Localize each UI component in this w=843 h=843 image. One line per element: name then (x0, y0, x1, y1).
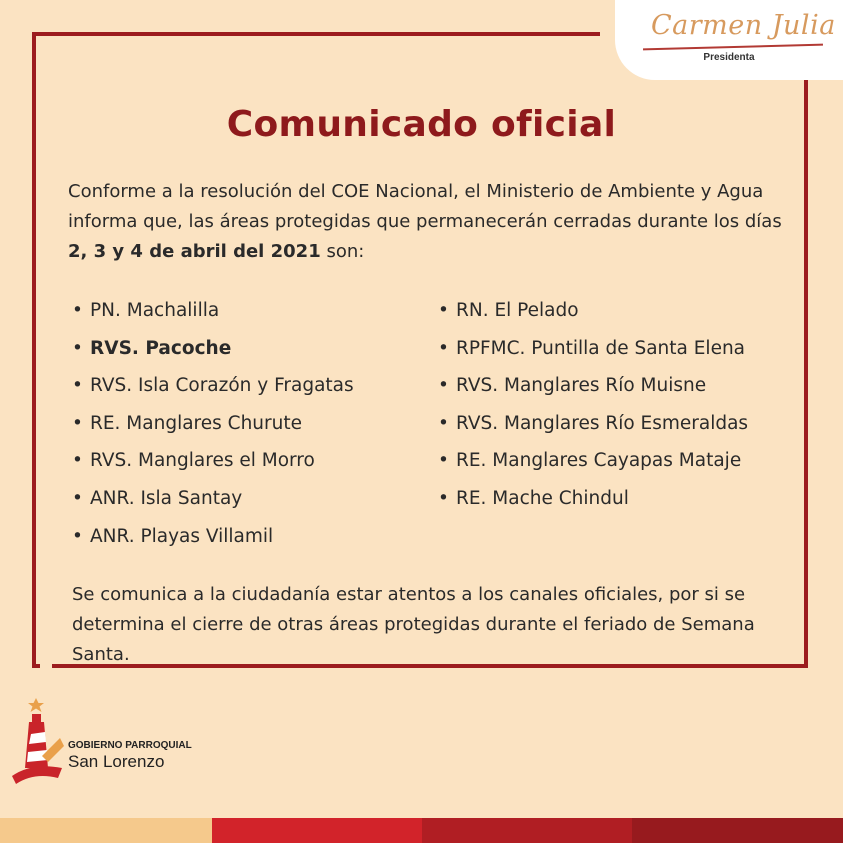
list-item: • RVS. Manglares Río Muisne (438, 371, 748, 409)
list-item: • RN. El Pelado (438, 296, 748, 334)
badge-name: Carmen Julia (651, 10, 836, 41)
bullet-icon: • (72, 412, 83, 434)
list-item: • ANR. Isla Santay (72, 484, 354, 522)
footer-stripe (212, 818, 422, 843)
intro-text-after: son: (320, 241, 365, 262)
bullet-icon: • (438, 487, 449, 509)
bullet-icon: • (438, 375, 449, 397)
intro-text-before: Conforme a la resolución del COE Nacional, el Ministerio de Ambiente y Agua informa que, las áreas protegidas que permanecerán cerradas durante los días (68, 181, 782, 232)
footer-stripe (422, 818, 632, 843)
bullet-icon: • (438, 450, 449, 472)
list-item: • RPFMC. Puntilla de Santa Elena (438, 334, 748, 372)
intro-dates: 2, 3 y 4 de abril del 2021 (68, 241, 321, 262)
bullet-icon: • (72, 337, 83, 359)
logo-line-2: San Lorenzo (68, 752, 165, 771)
list-item: • RVS. Manglares Río Esmeraldas (438, 409, 748, 447)
footer-stripe (632, 818, 843, 843)
list-item: • RE. Manglares Churute (72, 409, 354, 447)
bullet-icon: • (72, 525, 83, 547)
page-title: Comunicado oficial (226, 104, 617, 145)
closing-paragraph: Se comunica a la ciudadanía estar atentos a los canales oficiales, por si se determina el cierre de otras áreas protegidas durante el feriado de Semana Santa. (72, 584, 755, 665)
badge-swoosh (643, 44, 823, 51)
list-item: • ANR. Playas Villamil (72, 522, 354, 560)
president-badge (615, 0, 843, 80)
areas-list-right (438, 296, 748, 522)
bullet-icon: • (72, 487, 83, 509)
bullet-icon: • (72, 375, 83, 397)
areas-list-left (72, 296, 354, 559)
bullet-icon: • (438, 300, 449, 321)
list-item: • RE. Mache Chindul (438, 484, 748, 522)
intro-paragraph (68, 177, 788, 267)
list-item: • RVS. Pacoche (72, 334, 354, 372)
logo-line-1: GOBIERNO PARROQUIAL (68, 740, 192, 751)
bullet-icon: • (438, 337, 449, 359)
list-item: • RVS. Manglares el Morro (72, 446, 354, 484)
bullet-icon: • (438, 412, 449, 434)
list-item: • RE. Manglares Cayapas Mataje (438, 446, 748, 484)
bullet-icon: • (72, 450, 83, 472)
badge-role: Presidenta (703, 52, 755, 63)
lighthouse-icon (12, 698, 64, 788)
list-item: • PN. Machalilla (72, 296, 354, 334)
bullet-icon: • (72, 300, 83, 321)
footer-stripe (0, 818, 212, 843)
list-item: • RVS. Isla Corazón y Fragatas (72, 371, 354, 409)
